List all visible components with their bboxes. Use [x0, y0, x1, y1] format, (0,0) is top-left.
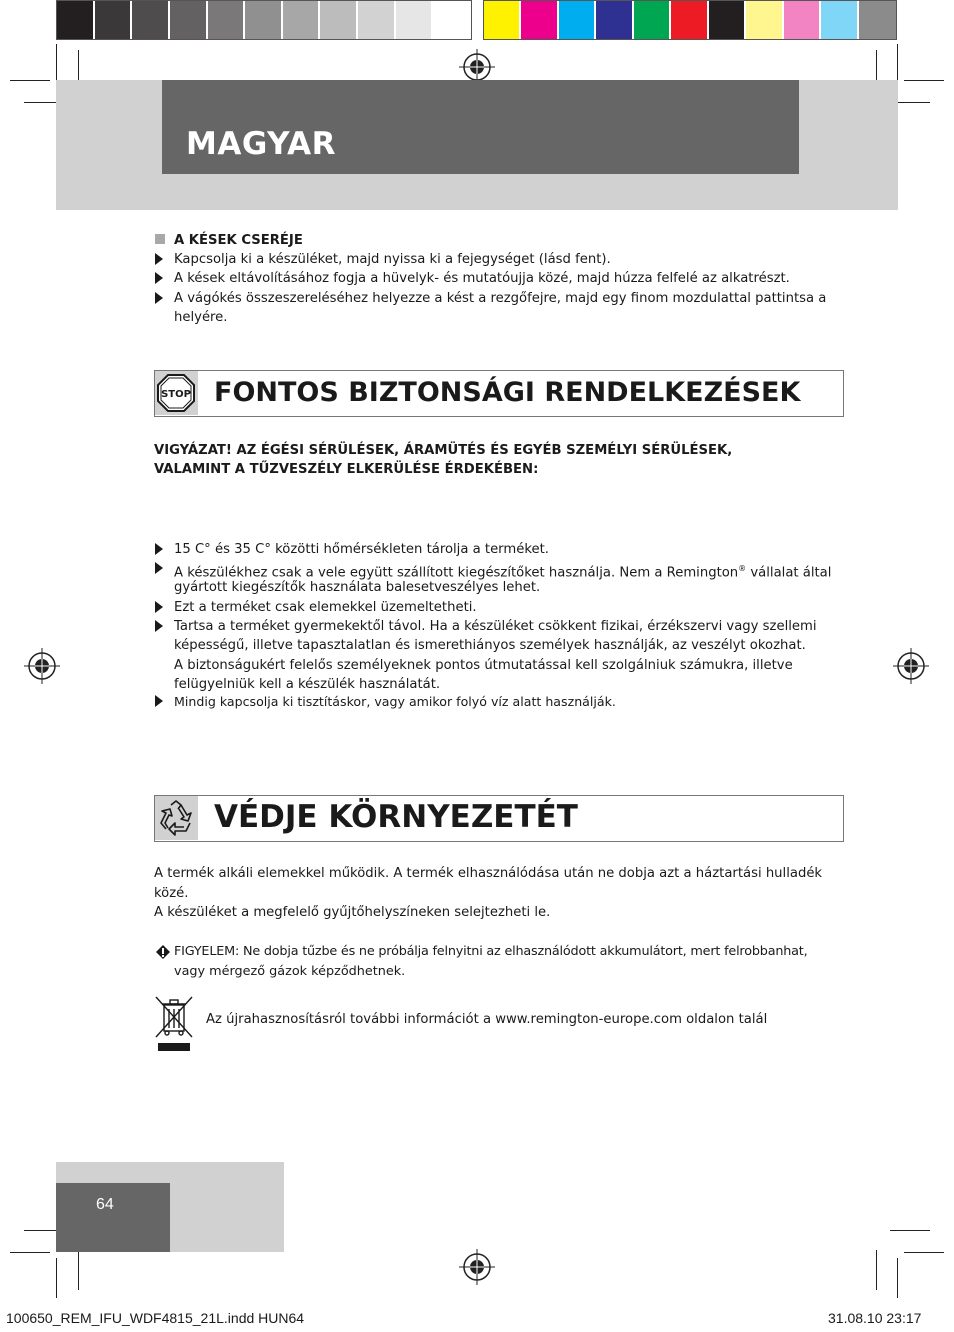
color-swatch: [433, 1, 471, 39]
environment-paragraph-1: A termék alkáli elemekkel működik. A termék elhasználódása után ne dobja azt a háztartási hulladék: [154, 866, 823, 881]
page-title: MAGYAR: [186, 126, 336, 162]
color-swatch: [784, 1, 821, 39]
crop-mark: [10, 1252, 50, 1253]
crop-mark: [10, 80, 50, 81]
process-color-bar: [483, 0, 897, 40]
safety-item-4-line-2: képességű, illetve tapasztalatlan és ismerethiányos személyek használják, az veszélyt okozhat.: [174, 638, 806, 653]
triangle-bullet-icon: [155, 601, 163, 613]
color-swatch: [671, 1, 708, 39]
triangle-bullet-icon: [155, 695, 163, 707]
triangle-bullet-icon: [155, 272, 163, 284]
color-swatch: [484, 1, 521, 39]
blades-item-3-cont: helyére.: [174, 310, 228, 325]
color-swatch: [132, 1, 170, 39]
safety-item-2-part-b: vállalat által: [746, 565, 832, 581]
color-swatch: [283, 1, 321, 39]
color-swatch: [596, 1, 633, 39]
blades-item-1: Kapcsolja ki a készüléket, majd nyissa ki a fejegységet (lásd fent).: [174, 252, 611, 267]
page-number-box: [56, 1183, 170, 1252]
color-swatch: [358, 1, 396, 39]
triangle-bullet-icon: [155, 292, 163, 304]
safety-item-2-cont: gyártott kiegészítők használata balesetveszélyes lehet.: [174, 580, 541, 595]
color-swatch: [245, 1, 283, 39]
registration-mark-icon: [893, 648, 929, 684]
safety-item-3: Ezt a terméket csak elemekkel üzemeltetheti.: [174, 600, 477, 615]
crop-mark: [904, 80, 944, 81]
color-swatch: [208, 1, 246, 39]
registration-mark-icon: [24, 648, 60, 684]
safety-warning-line-1: VIGYÁZAT! AZ ÉGÉSI SÉRÜLÉSEK, ÁRAMÜTÉS ÉS EGYÉB SZEMÉLYI SÉRÜLÉSEK,: [154, 443, 733, 458]
triangle-bullet-icon: [155, 543, 163, 555]
blades-item-2: A kések eltávolításához fogja a hüvelyk- és mutatóujja közé, majd húzza felfelé az alkatrészt.: [174, 271, 790, 286]
safety-item-5: Mindig kapcsolja ki tisztításkor, vagy amikor folyó víz alatt használják.: [174, 694, 616, 709]
environment-title: VÉDJE KÖRNYEZETÉT: [214, 799, 578, 835]
file-slug: 100650_REM_IFU_WDF4815_21L.indd HUN64: [6, 1310, 305, 1326]
svg-text:STOP: STOP: [161, 389, 191, 400]
color-swatch: [709, 1, 746, 39]
triangle-bullet-icon: [155, 253, 163, 265]
color-swatch: [821, 1, 858, 39]
crop-mark: [890, 1230, 930, 1231]
safety-item-2-part-a: A készülékhez csak a vele együtt szállított kiegészítőket használja. Nem a Remington: [174, 565, 739, 581]
warning-note-line-1: FIGYELEM: Ne dobja tűzbe és ne próbálja felnyitni az elhasználódott akkumulátort, mert felrobbanhat,: [174, 944, 808, 959]
color-swatch: [170, 1, 208, 39]
grayscale-color-bar: [56, 0, 472, 40]
blades-item-3: A vágókés összeszereléséhez helyezze a kést a rezgőfejre, majd egy finom mozdulattal pattintsa a: [174, 291, 827, 306]
crop-mark: [78, 1250, 79, 1290]
safety-warning-line-2: VALAMINT A TŰZVESZÉLY ELKERÜLÉSE ÉRDEKÉBEN:: [154, 462, 539, 477]
registration-mark-icon: [459, 1249, 495, 1285]
blades-heading: A KÉSEK CSERÉJE: [174, 233, 303, 248]
print-date: 31.08.10 23:17: [828, 1310, 922, 1326]
safety-item-1: 15 C° és 35 C° közötti hőmérsékleten tárolja a terméket.: [174, 542, 549, 557]
color-swatch: [559, 1, 596, 39]
triangle-bullet-icon: [155, 620, 163, 632]
color-swatch: [859, 1, 896, 39]
safety-title: FONTOS BIZTONSÁGI RENDELKEZÉSEK: [214, 377, 801, 408]
color-swatch: [521, 1, 558, 39]
safety-item-4: Tartsa a terméket gyermekektől távol. Ha a készüléket csökkent fizikai, érzékszervi vagy szellemi: [174, 619, 817, 634]
color-swatch: [95, 1, 133, 39]
crop-mark: [56, 44, 57, 84]
stop-sign-icon: [157, 374, 195, 412]
triangle-bullet-icon: [155, 562, 163, 574]
recycle-icon: [157, 799, 195, 837]
crop-mark: [876, 1250, 877, 1290]
color-swatch: [634, 1, 671, 39]
registered-mark: ®: [738, 564, 747, 573]
color-swatch: [57, 1, 95, 39]
crop-mark: [56, 1258, 57, 1298]
color-swatch: [746, 1, 783, 39]
square-bullet-icon: [155, 234, 165, 244]
recycling-info-text: Az újrahasznosításról további információt a www.remington-europe.com oldalon talál: [206, 1012, 768, 1027]
safety-item-4-line-4: felügyelniük kell a készülék használatát.: [174, 677, 441, 692]
environment-paragraph-2: A készüléket a megfelelő gyűjtőhelyszíneken selejtezheti le.: [154, 905, 551, 920]
crossed-bin-icon: [152, 995, 196, 1053]
crop-mark: [897, 44, 898, 84]
environment-paragraph-1-cont: közé.: [154, 886, 189, 901]
color-swatch: [320, 1, 358, 39]
crop-mark: [904, 1252, 944, 1253]
page-number: 64: [96, 1196, 114, 1213]
crop-mark: [897, 1258, 898, 1298]
safety-item-4-line-3: A biztonságukért felelős személyeknek pontos útmutatással kell szolgálniuk számukra, illetve: [174, 658, 793, 673]
warning-note-line-2: vagy mérgező gázok képződhetnek.: [174, 964, 406, 979]
warning-diamond-icon: [155, 944, 171, 960]
color-swatch: [396, 1, 434, 39]
